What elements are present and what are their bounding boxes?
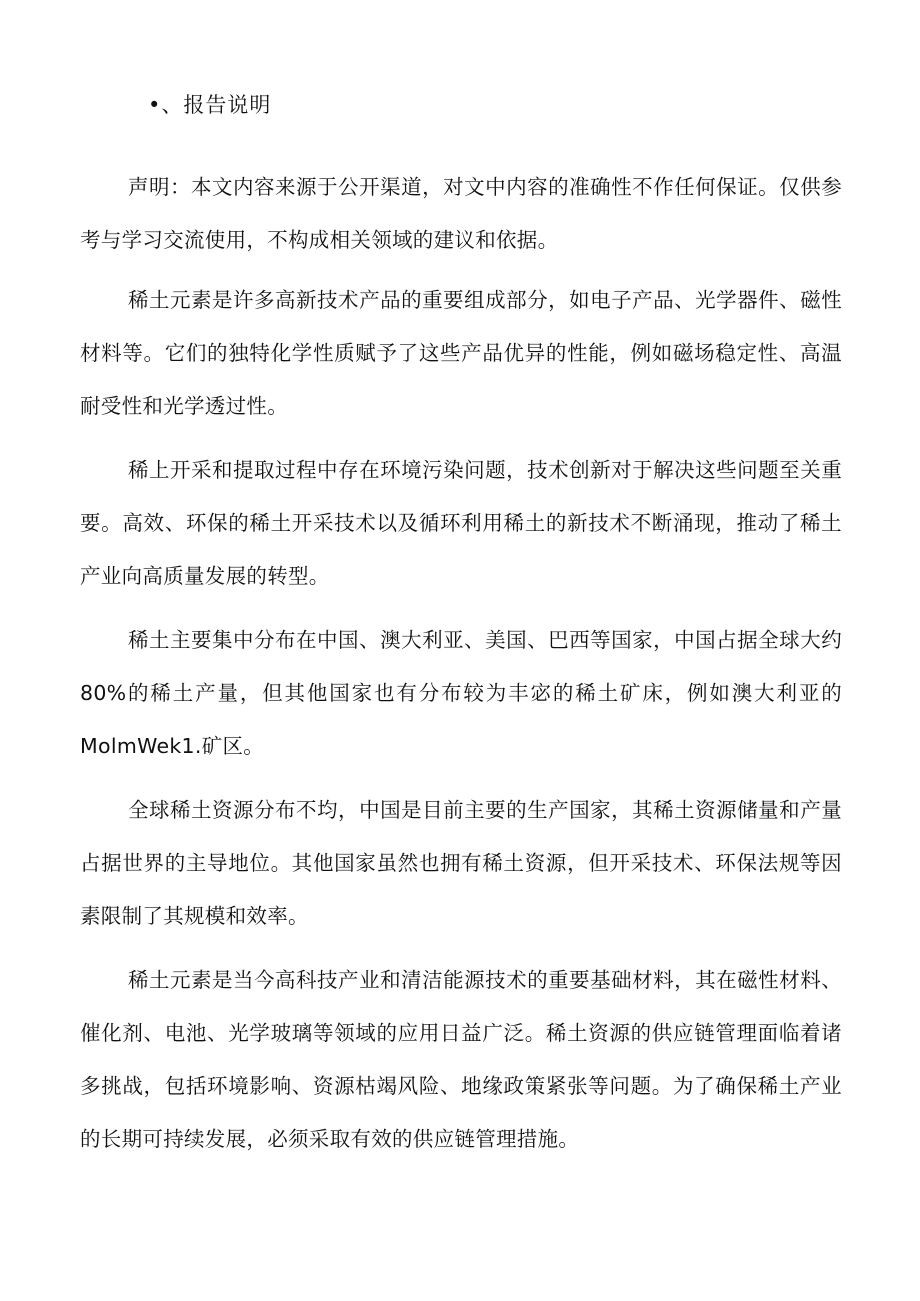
body-paragraph: 稀土元素是当今高科技产业和清洁能源技术的重要基础材料，其在磁性材料、催化剂、电池、光学玻璃等领域的应用日益广泛。稀土资源的供应链管理面临着诸多挑战，包括环境影响、资源枯竭风险、地缘政策紧张等问题。为了确保稀土产业的长期可持续发展，必须采取有效的供应链管理措施。: [80, 967, 842, 1151]
body-paragraph: 稀土元素是许多高新技术产品的重要组成部分，如电子产品、光学器件、磁性材料等。它们的独特化学性质赋予了这些产品优异的性能，例如磁场稳定性、高温耐受性和光学透过性。: [80, 287, 842, 418]
section-heading: •、报告说明: [148, 93, 272, 117]
body-paragraph: 稀土主要集中分布在中国、澳大利亚、美国、巴西等国家，中国占据全球大约80%的稀土产量，但其他国家也有分布较为丰宓的稀土矿床，例如澳大利亚的MolmWek1.矿区。: [80, 627, 842, 758]
disclaimer-paragraph: 声明：本文内容来源于公开渠道，对文中内容的准确性不作任何保证。仅供参考与学习交流使用，不构成相关领域的建议和依据。: [80, 174, 842, 252]
body-paragraph: 稀上开采和提取过程中存在环境污染问题，技术创新对于解决这些问题至关重要。高效、环保的稀土开采技术以及循环利用稀土的新技术不断涌现，推动了稀土产业向高质量发展的转型。: [80, 457, 842, 588]
body-paragraph: 全球稀土资源分布不均，中国是目前主要的生产国家，其稀土资源储量和产量占据世界的主导地位。其他国家虽然也拥有稀土资源，但开采技术、环保法规等因素限制了其规模和效率。: [80, 797, 842, 928]
